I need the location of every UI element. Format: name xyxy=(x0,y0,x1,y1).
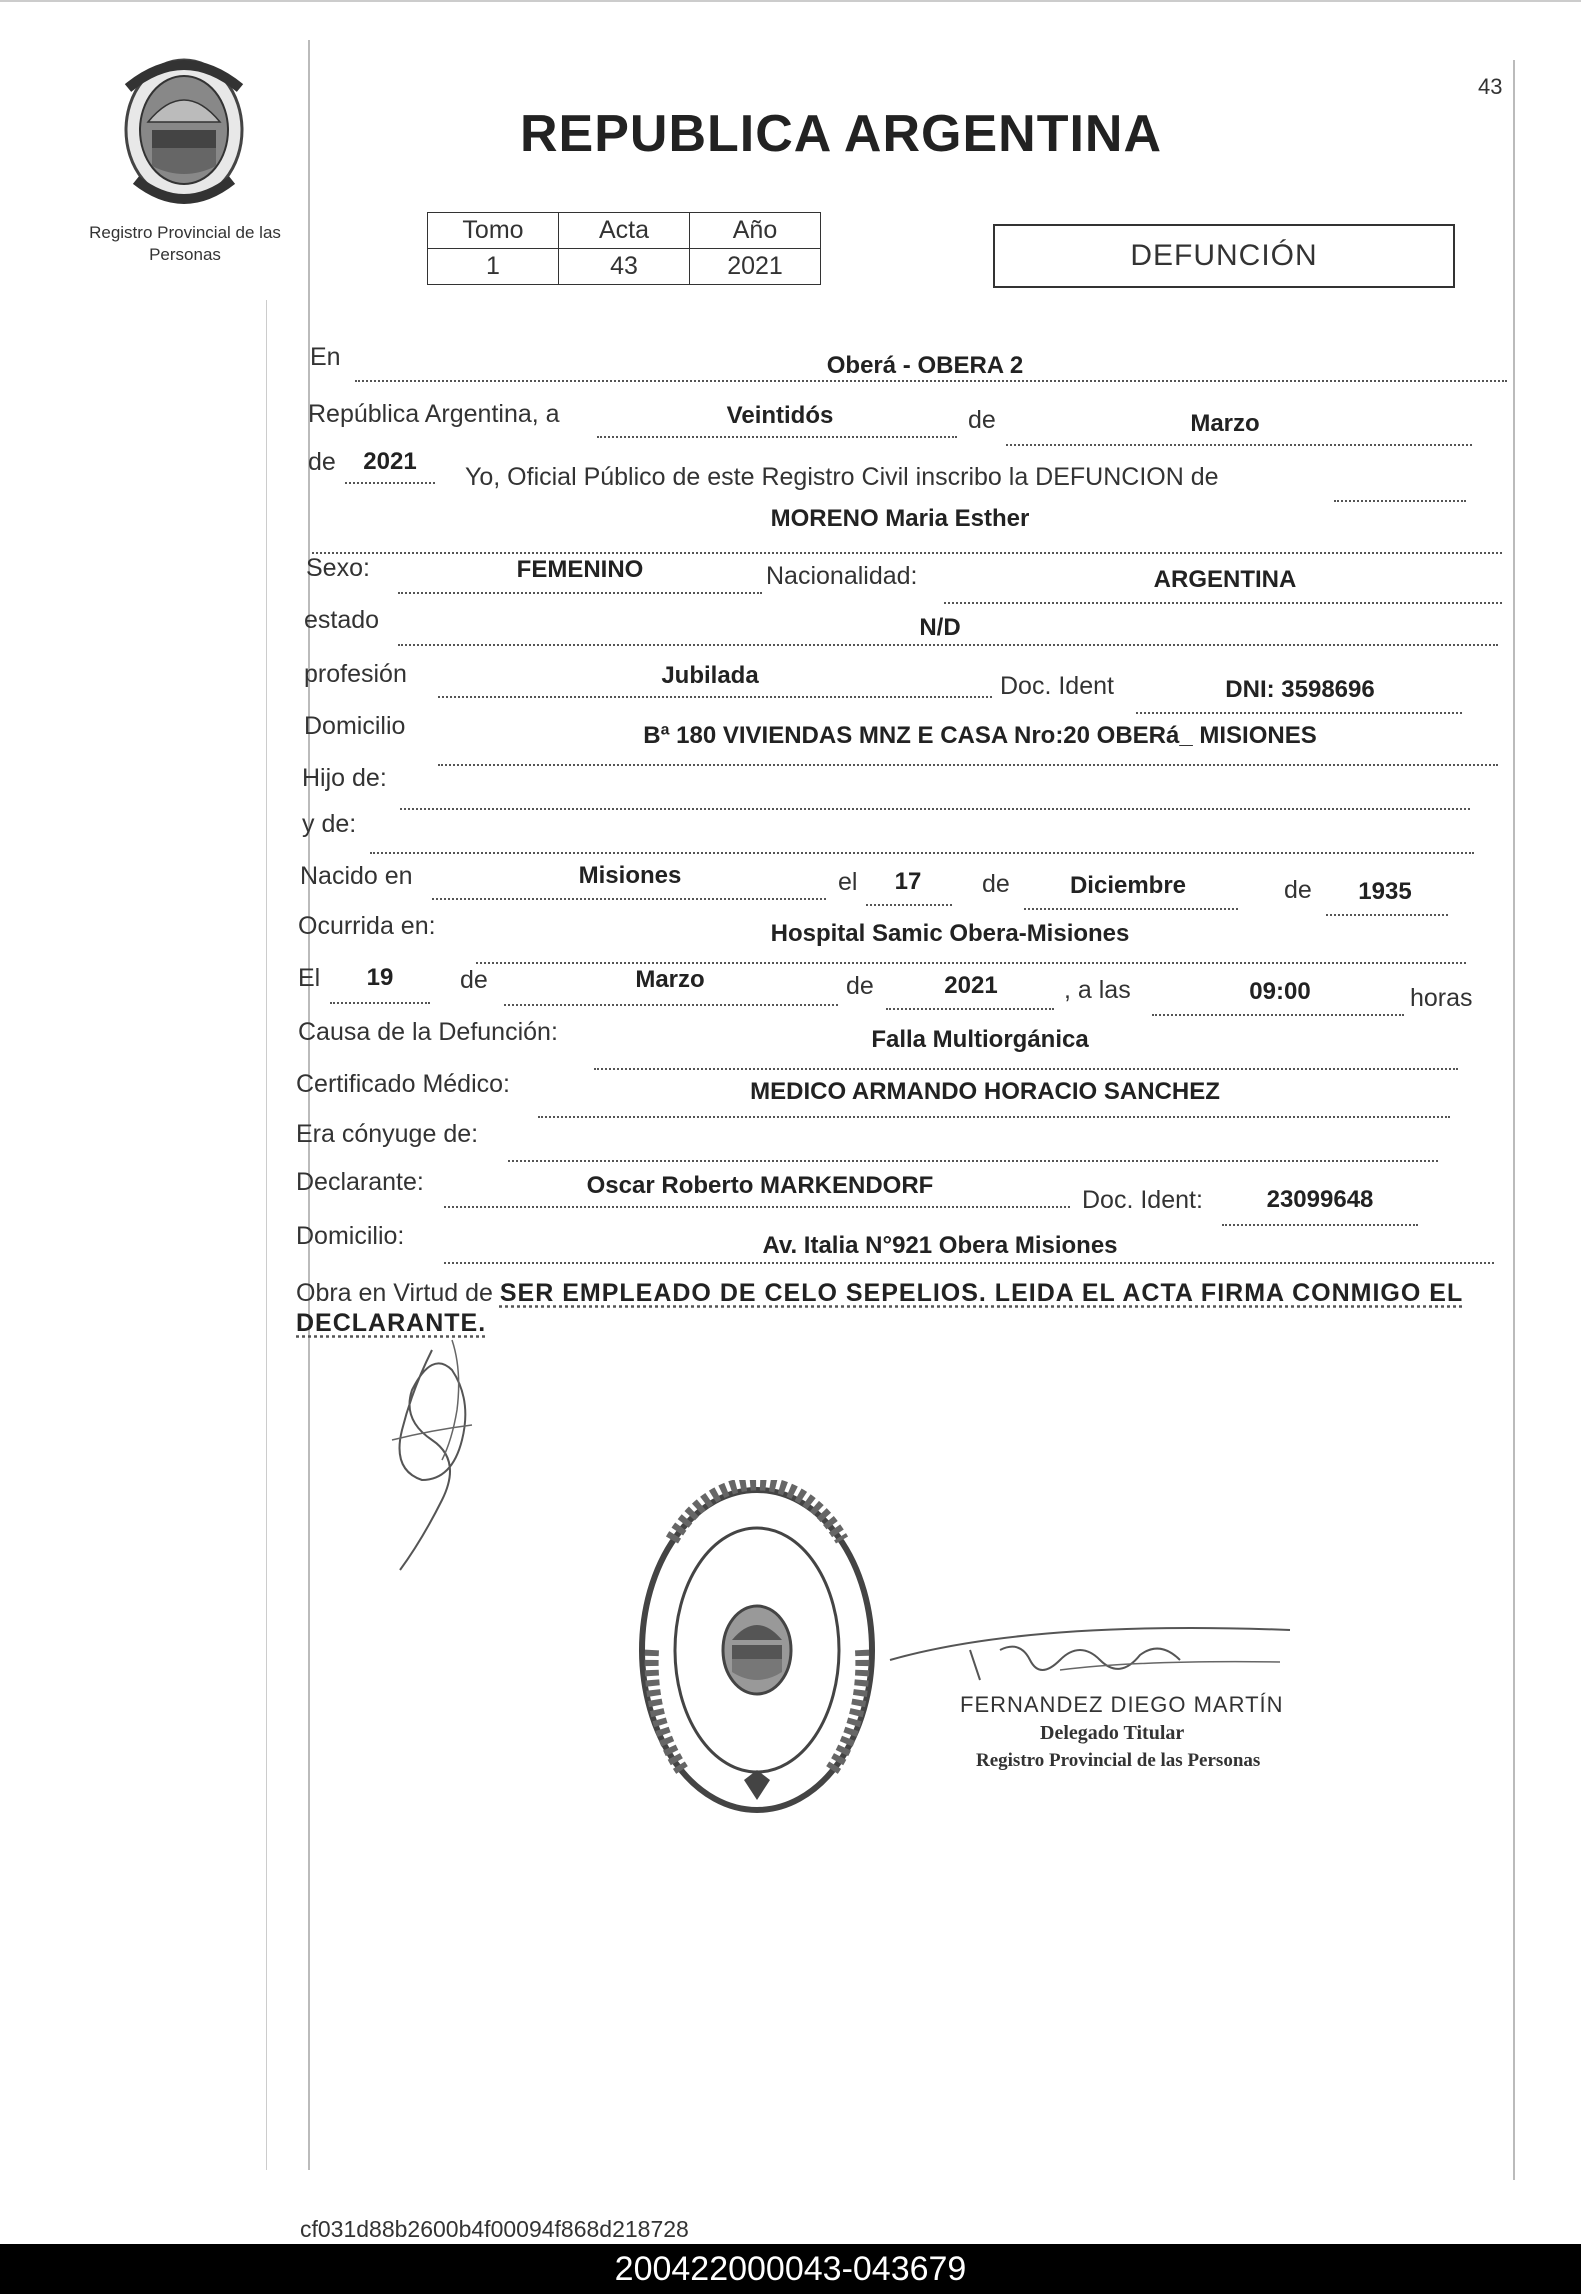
virtud-paragraph xyxy=(296,1278,1488,1338)
document-hash: cf031d88b2600b4f00094f868d218728 xyxy=(300,2216,689,2242)
domicilio2-value: Av. Italia N°921 Obera Misiones xyxy=(762,1232,1118,1259)
month-line xyxy=(1006,444,1472,446)
death-day-line xyxy=(330,1002,430,1004)
causa-label: Causa de la Defunción: xyxy=(298,1018,558,1046)
estado-value: N/D xyxy=(919,614,961,641)
official-name: FERNANDEZ DIEGO MARTÍN xyxy=(960,1692,1284,1717)
tomo-header: Tomo xyxy=(428,213,559,249)
misiones-emblem xyxy=(118,48,250,208)
conyuge-label: Era cónyuge de: xyxy=(296,1120,479,1148)
domicilio-label: Domicilio xyxy=(304,712,406,740)
record-type-box: DEFUNCIÓN xyxy=(993,224,1455,288)
top-rule xyxy=(0,0,1581,2)
death-year: 2021 xyxy=(944,972,998,999)
sex-value: FEMENINO xyxy=(516,556,644,583)
declarante-label: Declarante: xyxy=(296,1168,424,1196)
official-title: Delegado Titular xyxy=(1040,1722,1185,1744)
deceased-name: MORENO Maria Esther xyxy=(770,505,1030,532)
birth-month-line xyxy=(1024,908,1238,910)
de2-label: de xyxy=(982,870,1010,898)
hijo-label: Hijo de: xyxy=(302,764,387,792)
birth-day-line xyxy=(866,904,952,906)
de3-label: de xyxy=(1284,876,1312,904)
horas-label: horas xyxy=(1410,984,1473,1012)
place-line xyxy=(355,380,1507,382)
right-margin-line xyxy=(1513,60,1515,2180)
doc-value: DNI: 3598696 xyxy=(1225,676,1375,703)
nationality-value: ARGENTINA xyxy=(1153,566,1297,593)
birth-year: 1935 xyxy=(1358,878,1412,905)
el2-label: El xyxy=(298,964,321,992)
alas-label: , a las xyxy=(1064,976,1131,1004)
certificado-line xyxy=(538,1116,1450,1118)
official-line xyxy=(1334,500,1466,502)
ocurrida-value: Hospital Samic Obera-Misiones xyxy=(770,920,1130,947)
profession-value: Jubilada xyxy=(661,662,759,689)
de-label: de xyxy=(968,406,996,434)
official-text: Yo, Oficial Público de este Registro Civil inscribo la DEFUNCION de xyxy=(465,463,1219,491)
sex-line xyxy=(398,592,762,594)
yde-line xyxy=(370,852,1474,854)
birth-year-line xyxy=(1326,914,1448,916)
certificado-label: Certificado Médico: xyxy=(296,1070,510,1098)
hijo-line xyxy=(400,808,1470,810)
causa-value: Falla Multiorgánica xyxy=(871,1026,1089,1053)
nacido-value: Misiones xyxy=(578,862,682,889)
estado-line xyxy=(398,644,1498,646)
declarant-signature xyxy=(372,1330,512,1590)
document-code-bar: 200422000043-043679 xyxy=(0,2244,1581,2294)
year-value: 2021 xyxy=(363,448,417,475)
de5-label: de xyxy=(846,972,874,1000)
nationality-line xyxy=(944,602,1502,604)
republic-label: República Argentina, a xyxy=(308,400,560,428)
certificado-value: MEDICO ARMANDO HORACIO SANCHEZ xyxy=(750,1078,1220,1105)
virtud-label: Obra en Virtud de xyxy=(296,1279,493,1307)
year-label: de xyxy=(308,448,336,476)
death-year-line xyxy=(886,1008,1054,1010)
domicilio2-line xyxy=(444,1262,1494,1264)
domicilio-line xyxy=(438,764,1498,766)
de4-label: de xyxy=(460,966,488,994)
reference-table xyxy=(427,212,821,285)
nacido-label: Nacido en xyxy=(300,862,413,890)
registry-label: Registro Provincial de las Personas xyxy=(89,223,281,264)
estado-label: estado xyxy=(304,606,380,634)
birth-day: 17 xyxy=(894,868,922,895)
doc-line xyxy=(1136,712,1462,714)
causa-line xyxy=(594,1068,1458,1070)
anio-header: Año xyxy=(690,213,821,249)
domicilio2-label: Domicilio: xyxy=(296,1222,405,1250)
profession-label: profesión xyxy=(304,660,407,688)
day-line xyxy=(597,436,957,438)
death-month: Marzo xyxy=(635,966,705,993)
left-margin-line-faint xyxy=(266,300,267,2170)
tomo-value: 1 xyxy=(428,249,559,285)
official-signature xyxy=(880,1600,1300,1690)
anio-value: 2021 xyxy=(690,249,821,285)
profession-line xyxy=(438,696,992,698)
official-seal xyxy=(632,1480,882,1820)
conyuge-line xyxy=(508,1160,1438,1162)
ocurrida-label: Ocurrida en: xyxy=(298,912,436,940)
day-value: Veintidós xyxy=(726,402,834,429)
death-time: 09:00 xyxy=(1249,978,1311,1005)
page-title: REPUBLICA ARGENTINA xyxy=(520,105,1163,163)
doc2-line xyxy=(1222,1224,1418,1226)
doc-label: Doc. Ident xyxy=(1000,672,1114,700)
declarante-value: Oscar Roberto MARKENDORF xyxy=(586,1172,934,1199)
virtud-value: SER EMPLEADO DE CELO SEPELIOS. LEIDA EL ACTA FIRMA CONMIGO EL DECLARANTE. xyxy=(296,1279,1464,1337)
nationality-label: Nacionalidad: xyxy=(766,562,918,590)
el-label: el xyxy=(838,868,858,896)
doc2-label: Doc. Ident: xyxy=(1082,1186,1203,1214)
doc2-value: 23099648 xyxy=(1266,1186,1374,1213)
month-value: Marzo xyxy=(1190,410,1260,437)
place-value: Oberá - OBERA 2 xyxy=(826,352,1024,379)
death-month-line xyxy=(504,1004,838,1006)
declarante-line xyxy=(444,1206,1070,1208)
nacido-line xyxy=(432,898,826,900)
domicilio-value: Bª 180 VIVIENDAS MNZ E CASA Nro:20 OBERá_ MISIONES xyxy=(643,722,1317,749)
death-time-line xyxy=(1152,1014,1404,1016)
sex-label: Sexo: xyxy=(306,554,370,582)
page-number: 43 xyxy=(1478,74,1503,99)
birth-month: Diciembre xyxy=(1069,872,1187,899)
year-line xyxy=(345,482,435,484)
ocurrida-line xyxy=(476,962,1466,964)
name-line xyxy=(312,552,1502,554)
acta-value: 43 xyxy=(559,249,690,285)
acta-header: Acta xyxy=(559,213,690,249)
yde-label: y de: xyxy=(302,810,357,838)
death-day: 19 xyxy=(366,964,394,991)
en-label: En xyxy=(310,343,341,371)
official-org: Registro Provincial de las Personas xyxy=(976,1750,1261,1771)
